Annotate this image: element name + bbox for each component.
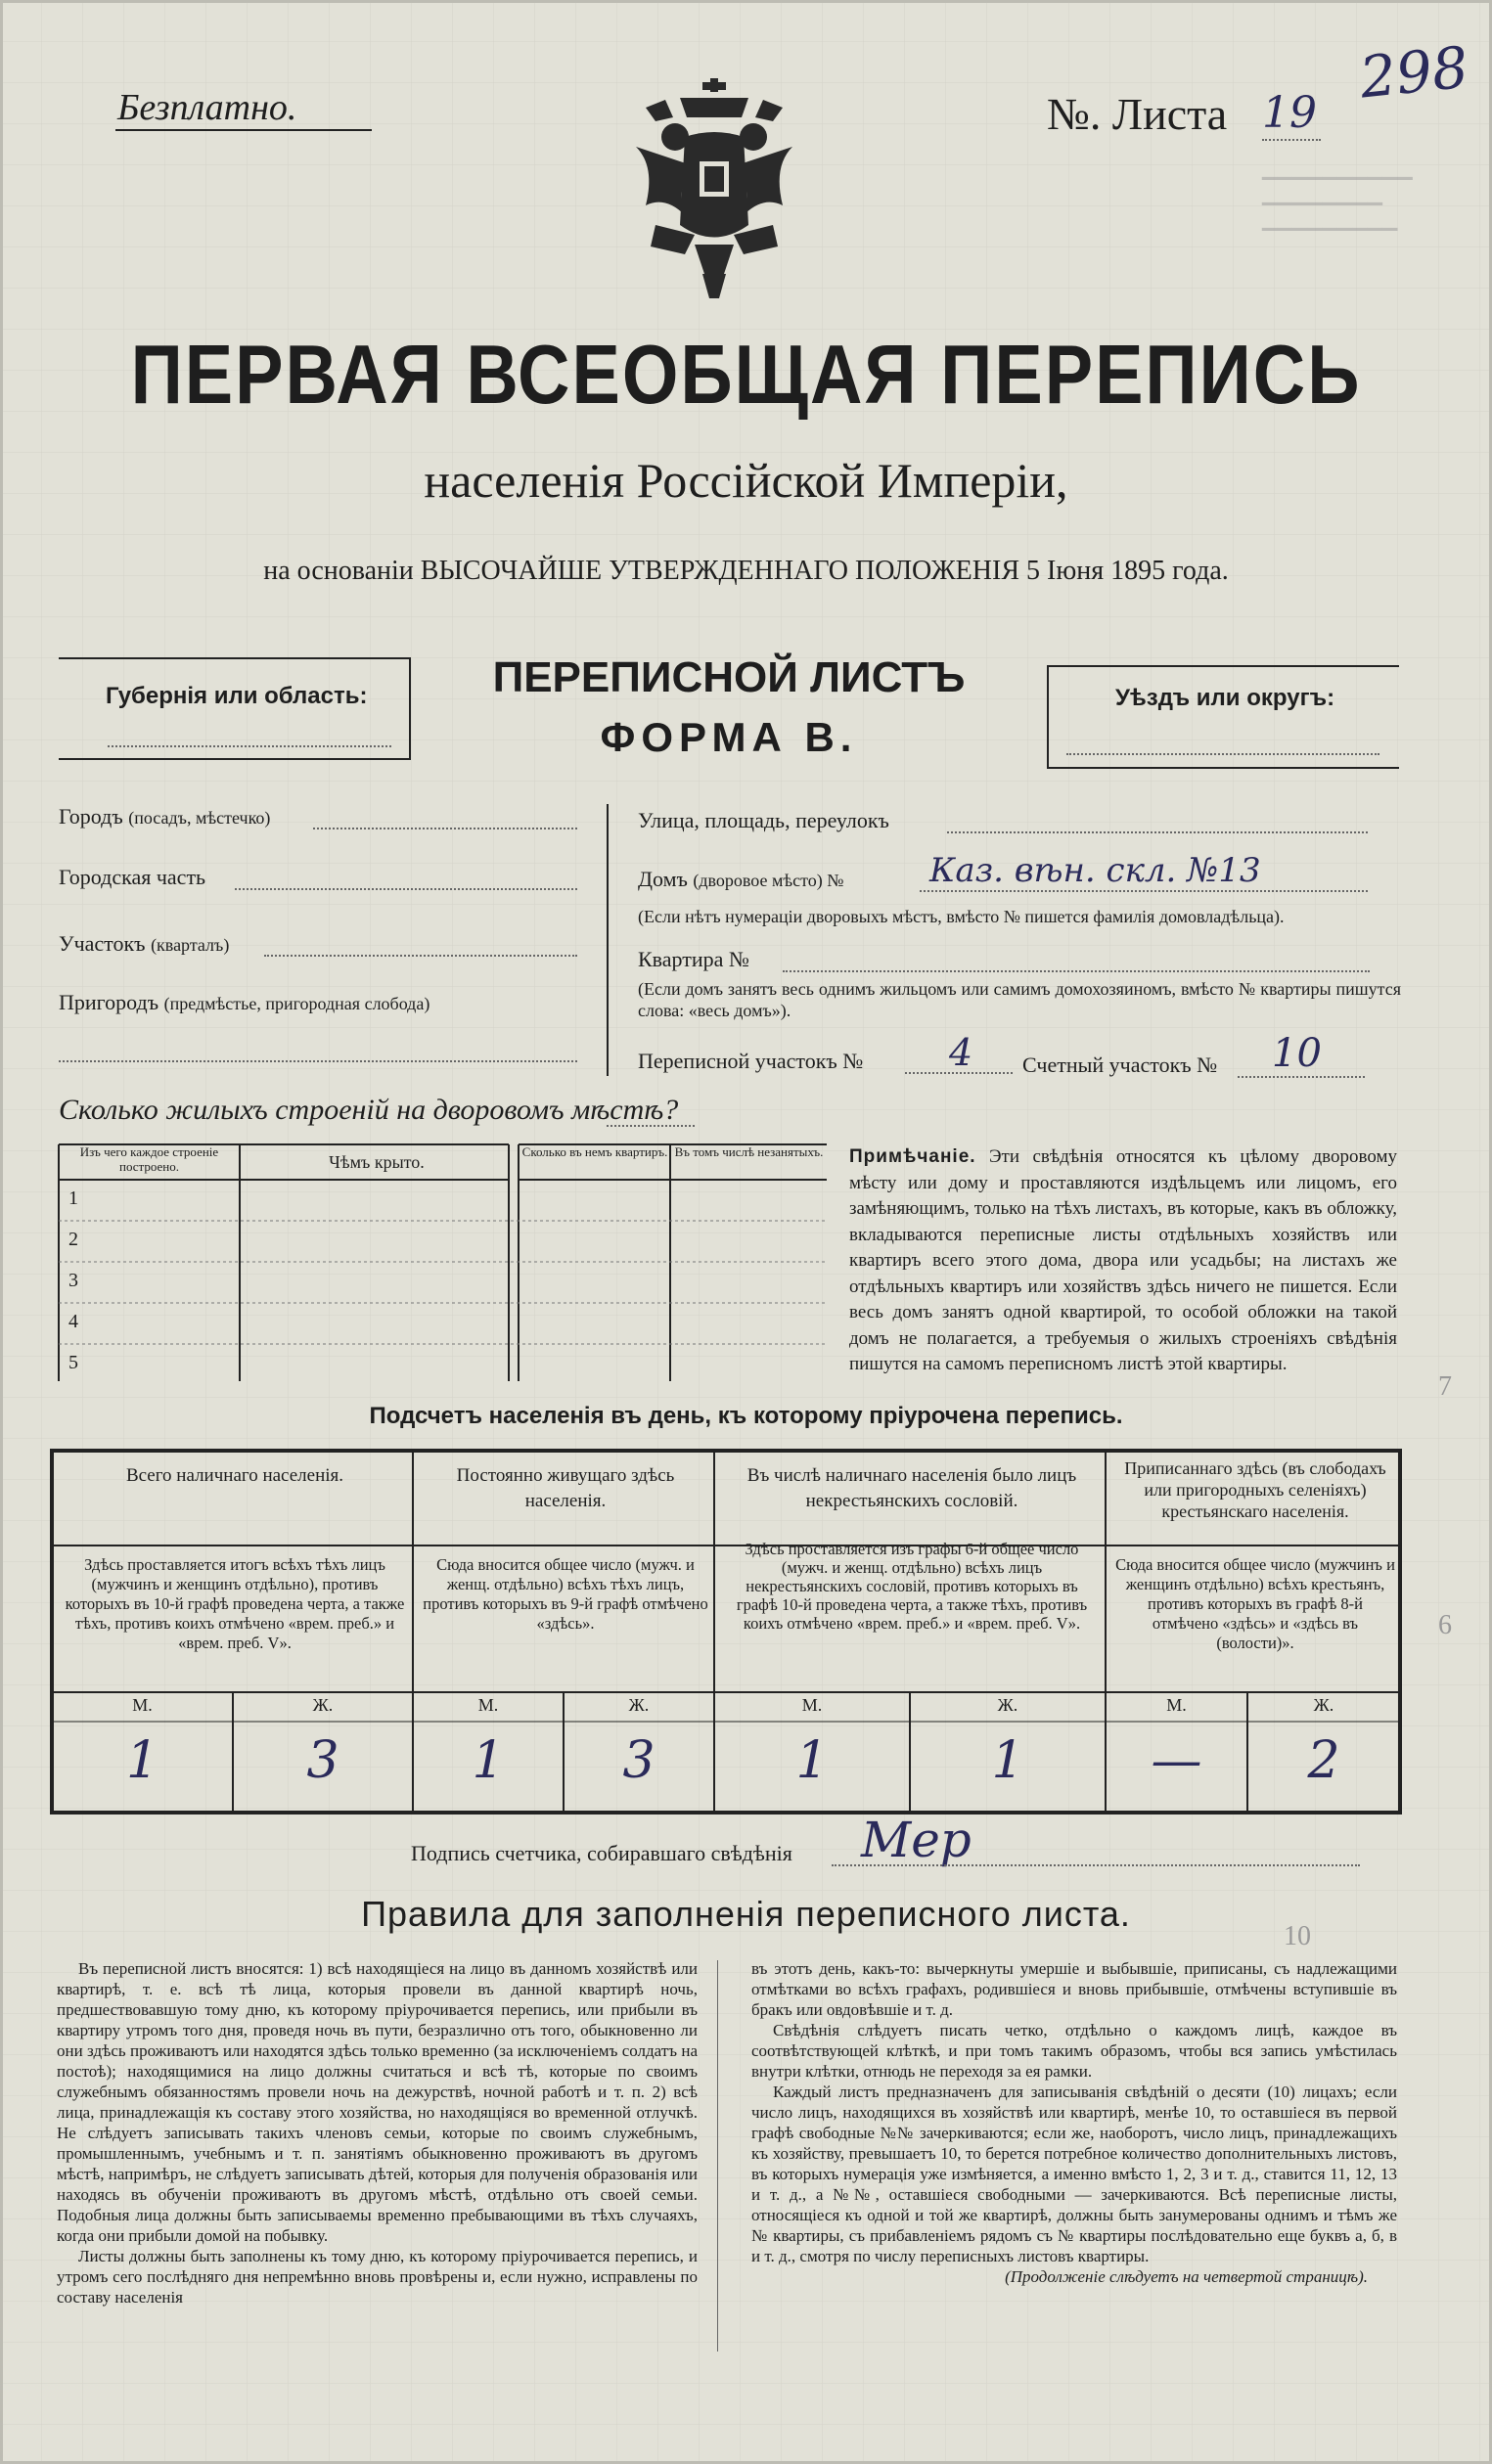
count-col4-male-value[interactable]: — [1151, 1731, 1202, 1790]
count-col2-male-value[interactable]: 1 [472, 1731, 505, 1790]
city-note: (посадъ, мѣстечко) [128, 808, 271, 828]
count-col1-male-value[interactable]: 1 [125, 1731, 159, 1790]
city-row [59, 804, 270, 829]
district-field[interactable] [264, 955, 577, 957]
count-col3-male-value[interactable]: 1 [795, 1731, 829, 1790]
count-district-label: Счетный участокъ № [1022, 1053, 1218, 1077]
buildings-question: Сколько жилыхъ строеній на дворовомъ мѣстѣ? [59, 1094, 679, 1126]
count-col3-body: Здѣсь проставляется изъ графы 6-й общее число (мужч. и женщ. отдѣльно) всѣхъ лицъ некрестьянскихъ сословій, противъ которыхъ въ графѣ 10-й проведена черта, а также тѣхъ, противъ коихъ отмѣчено «врем. преб.» и «врем. преб. V». [736, 1540, 1088, 1633]
buildings-col-apartments: Сколько въ немъ квартиръ. [521, 1144, 668, 1159]
count-m-label: М. [1166, 1695, 1187, 1715]
rules-left-para: Въ переписной листъ вносятся: 1) всѣ находящіеся на лицо въ данномъ хозяйствѣ или квартирѣ, т. е. всѣ тѣ лица, которыя провели въ данной квартирѣ ночь, предшествовавшую тому дню, къ которому пріурочивается перепись, или прибыли въ квартиру утромъ того дня, проведя ночь въ пути, безразлично отъ того, обыкновенно ли они здѣсь проживаютъ или находятся здѣсь только временно (за исключеніемъ солдатъ на постоѣ); находящимися на лицо должны считаться и всѣ тѣ, которые по своимъ служебнымъ обязанностямъ провели ночь на дежурствѣ, ночной работѣ и т. п. 2) всѣ лица, принадлежащія къ составу этого хозяйства, но находящіяся во временной отлучкѣ. Не слѣдуетъ записывать такихъ членовъ семьи, которые по своимъ служебнымъ, промышленнымъ, учебнымъ и т. п. занятіямъ обыкновенно проживаютъ въ другомъ мѣстѣ, напримѣръ, не слѣдуетъ записывать дѣтей, которыя для полученія образованія или находясь въ обученіи проживаютъ въ другомъ мѣстѣ, отдѣльно отъ своей семьи. Подобныя лица должны быть записываемы временно пребывающими въ тѣхъ случаяхъ, когда они прибыли домой на побывку. [57, 1959, 698, 2245]
free-label-underline [115, 129, 372, 131]
legal-basis: на основаніи ВЫСОЧАЙШЕ УТВЕРЖДЕННАГО ПОЛОЖЕНІЯ 5 Іюня 1895 года. [263, 556, 1229, 586]
city-label: Городъ [59, 804, 123, 829]
rules-right-column [751, 1958, 1397, 2287]
buildings-col-vacant: Въ томъ числѣ незанятыхъ. [674, 1144, 824, 1159]
imperial-eagle-emblem-icon [626, 78, 802, 303]
buildings-row-number: 1 [68, 1187, 78, 1209]
buildings-row-number: 5 [68, 1352, 78, 1373]
counter-signature[interactable]: Мер [861, 1812, 972, 1868]
count-title: Подсчетъ населенія въ день, къ которому пріурочена перепись. [369, 1403, 1123, 1429]
gubernia-label: Губернія или область: [106, 683, 368, 709]
page-subtitle: населенія Россійской Имперіи, [424, 453, 1068, 508]
district-row [59, 931, 229, 957]
count-m-label: М. [477, 1695, 499, 1715]
uezd-field[interactable] [1066, 753, 1379, 755]
note-label: Примѣчаніе. [849, 1146, 976, 1167]
sheet-number-label: №. Листа [1047, 89, 1228, 139]
suburb-row [59, 990, 430, 1015]
bleed-digit: 7 [1438, 1371, 1452, 1402]
apartment-label: Квартира № [638, 947, 749, 971]
count-district-field [1238, 1076, 1365, 1078]
rules-right-para: въ этотъ день, какъ-то: вычеркнуты умершіе и выбывшіе, приписаны, съ надлежащими отмѣтками во всѣхъ графахъ, родившіеся и вновь прибывшіе, отмѣчены вступившіе въ бракъ или овдовѣвшіе и т. д. [751, 1959, 1397, 2019]
free-label: Безплатно. [117, 87, 297, 128]
census-district-value[interactable]: 4 [949, 1031, 973, 1074]
count-col4-female-value[interactable]: 2 [1307, 1731, 1340, 1790]
page-title: ПЕРВАЯ ВСЕОБЩАЯ ПЕРЕПИСЬ [130, 327, 1362, 422]
count-col1-female-value[interactable]: 3 [306, 1731, 339, 1790]
street-label: Улица, площадь, переулокъ [638, 808, 889, 832]
rules-continued: (Продолженіе слѣдуетъ на четвертой страницѣ). [1005, 2267, 1368, 2286]
count-f-label: Ж. [628, 1695, 650, 1715]
city-field[interactable] [313, 828, 577, 829]
city-part-label: Городская часть [59, 865, 206, 889]
form-box-line [1047, 767, 1399, 769]
buildings-col-material: Изъ чего каждое строеніе построено. [79, 1144, 219, 1174]
count-col3-female-value[interactable]: 1 [991, 1731, 1024, 1790]
buildings-col-roof: Чѣмъ крыто. [329, 1152, 425, 1172]
note-block [849, 1144, 1397, 1378]
rules-right-para: Каждый листъ предназначенъ для записыванія свѣдѣній о десяти (10) лицахъ; если число лицъ, находящихся въ хозяйствѣ или квартирѣ, менѣе 10, то оставшіеся въ первой графѣ свободные №№ зачеркиваются; если же, наоборотъ, число лицъ, принадлежащихъ къ хозяйству, превышаетъ 10, то берется потребное количество дополнительныхъ листовъ, въ которыхъ нумерація уже измѣняется, а именно вмѣсто 1, 2, 3 и т. д., ставится 11, 12, 13 и т. д., а №№, оставшіеся свободными — зачеркиваются. Всѣ переписные листы, относящіеся къ одной и той же квартирѣ, должны быть занумерованы однимъ и тѣмъ же № квартиры, съ прибавленіемъ рядомъ съ № квартиры послѣдовательно еще буквъ а, б, в и т. д., смотря по числу переписныхъ листовъ квартиры. [751, 2083, 1397, 2265]
house-field [920, 890, 1368, 892]
gubernia-field[interactable] [108, 745, 391, 747]
house-hint: (Если нѣтъ нумераціи дворовыхъ мѣстъ, вмѣсто № пишется фамилія домовладѣльца). [638, 907, 1285, 926]
census-district-label: Переписной участокъ № [638, 1049, 864, 1073]
bleed-digit: 6 [1438, 1610, 1452, 1640]
buildings-answer-field[interactable] [607, 1125, 695, 1127]
sheet-number-value: 19 [1262, 88, 1317, 138]
census-district-field [905, 1072, 1013, 1074]
sheet-number-line [1262, 139, 1321, 141]
count-col3-head: Въ числѣ наличнаго населенія было лицъ некрестьянскихъ сословій. [746, 1465, 1077, 1511]
count-col2-body: Сюда вносится общее число (мужч. и женщ. отдѣльно) всѣхъ тѣхъ лицъ, противъ которыхъ въ 9-й графѣ отмѣчено «здѣсь». [423, 1555, 708, 1633]
buildings-table [54, 1141, 832, 1385]
district-note: (кварталъ) [151, 935, 230, 955]
rules-right-para: Свѣдѣнія слѣдуетъ писать четко, отдѣльно о каждомъ лицѣ, каждое въ соотвѣтствующей клѣткѣ, и при томъ такимъ образомъ, чтобы вся запись умѣстилась внутри клѣтки, отнюдь не переходя за ея рамки. [751, 2021, 1397, 2081]
address-divider [607, 804, 609, 1076]
uezd-label: Уѣздъ или округъ: [1115, 685, 1335, 711]
count-m-label: М. [801, 1695, 823, 1715]
form-box-line [1047, 665, 1049, 769]
house-row [638, 867, 843, 892]
count-col4-body: Сюда вносится общее число (мужчинъ и женщинъ отдѣльно) всѣхъ крестьянъ, противъ которыхъ въ графѣ 8-й отмѣчено «здѣсь» и «здѣсь въ (волости)». [1115, 1555, 1395, 1652]
count-m-label: М. [132, 1695, 153, 1715]
rules-left-para: Листы должны быть заполнены къ тому дню, къ которому пріурочивается перепись, и утромъ сего послѣдняго дня непремѣнно вновь провѣрены и, если нужно, исправлены по составу населенія [57, 2247, 698, 2307]
buildings-row-number: 4 [68, 1311, 78, 1332]
street-field[interactable] [947, 831, 1368, 833]
bleed-through-text: ▁▁▁▁▁▁▁▁▁▁ ▁▁▁▁▁▁▁▁ ▁▁▁▁▁▁▁▁▁ [1262, 158, 1413, 231]
buildings-row-number: 3 [68, 1270, 78, 1291]
form-letter: ФОРМА В. [600, 714, 858, 760]
count-col2-female-value[interactable]: 3 [622, 1731, 656, 1790]
suburb-label: Пригородъ [59, 990, 159, 1014]
count-f-label: Ж. [312, 1695, 334, 1715]
house-label: Домъ [638, 867, 688, 891]
form-title: ПЕРЕПИСНОЙ ЛИСТЪ [492, 653, 966, 701]
rules-left-column [57, 1958, 698, 2307]
count-district-value[interactable]: 10 [1272, 1031, 1322, 1076]
rules-title: Правила для заполненія переписного листа. [361, 1894, 1131, 1934]
district-label: Участокъ [59, 931, 146, 956]
suburb-field[interactable] [59, 1060, 577, 1062]
city-part-field[interactable] [235, 888, 577, 890]
apartment-hint: (Если домъ занятъ весь однимъ жильцомъ или самимъ домохозяиномъ, вмѣсто № квартиры пишутся слова: «весь домъ»). [638, 979, 1401, 1020]
suburb-note: (предмѣстье, пригородная слобода) [163, 994, 430, 1013]
count-col1-body: Здѣсь проставляется итогъ всѣхъ тѣхъ лицъ (мужчинъ и женщинъ отдѣльно), противъ которыхъ въ 10-й графѣ проведена черта, а также тѣхъ, противъ коихъ отмѣчено «врем. преб.» и «врем. преб. V». [65, 1555, 405, 1652]
form-box-line [59, 758, 411, 760]
form-box-line [1047, 665, 1399, 667]
signature-field [832, 1864, 1360, 1866]
count-f-label: Ж. [1313, 1695, 1334, 1715]
archive-corner-number: 298 [1356, 33, 1471, 112]
count-col2-head: Постоянно живущаго здѣсь населенія. [456, 1465, 675, 1511]
bleed-page-number: 10 [1284, 1921, 1311, 1951]
buildings-row-number: 2 [68, 1229, 78, 1250]
note-text: Эти свѣдѣнія относятся къ цѣлому дворовому мѣсту или дому и проставляются издѣльцемъ или лицомъ, его замѣняющимъ, только на тѣхъ листахъ, въ которые, какъ въ обложку, вкладываются переписные листы отдѣльныхъ хозяйствъ или квартиръ всего этого дома, двора или усадьбы; на листахъ же отдѣльныхъ квартиръ или хозяйствъ здѣсь ничего не пишется. Если весь домъ занятъ одной квартирой, то особой обложки на такой домъ не полагается, а требуемыя о жилыхъ строеніяхъ свѣдѣнія пишутся на самомъ переписномъ листѣ этой квартиры. [849, 1146, 1397, 1374]
form-box-line [59, 657, 411, 659]
house-value[interactable]: Каз. вѣн. скл. №13 [929, 851, 1261, 890]
house-note: (дворовое мѣсто) № [693, 871, 844, 890]
rules-column-divider [717, 1960, 718, 2352]
signature-label: Подпись счетчика, собиравшаго свѣдѣнія [411, 1841, 792, 1865]
count-f-label: Ж. [997, 1695, 1018, 1715]
count-col1-head: Всего наличнаго населенія. [125, 1465, 344, 1486]
apartment-field[interactable] [783, 970, 1370, 972]
count-col4-head: Приписаннаго здѣсь (въ слободахъ или пригородныхъ селеніяхъ) крестьянскаго населенія. [1124, 1458, 1386, 1521]
